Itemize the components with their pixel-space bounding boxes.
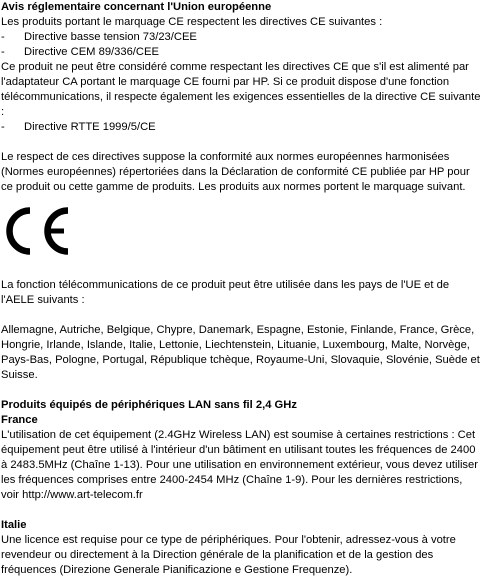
directive-low-voltage: Directive basse tension 73/23/CEE	[24, 31, 197, 43]
conformity-paragraph: Ce produit ne peut être considéré comme respectant les directives CE que s'il est alimenté par l'adaptateur CA portant le marquage CE fourni par HP. Si ce produit dispose d'une fonction télécommunications, il respecte également les exigences essentielles de la directive CE suivante :	[1, 61, 481, 118]
countries-list: Allemagne, Autriche, Belgique, Chypre, Danemark, Espagne, Estonie, Finlande, France, Grèce, Hongrie, Irlande, Islande, Italie, Lettonie, Liechtenstein, Lituanie, Luxembourg, Malte, Norvège, Pays-Bas, Pologne, Portugal, République tchèque, Royaume-Uni, Slovaquie, Slovénie, Suède et Suisse.	[1, 324, 480, 381]
harmonized-standards-paragraph: Le respect de ces directives suppose la conformité aux normes européennes harmonisées (Normes européennes) répertoriées dans la Déclaration de conformité CE publiée par HP pour ce produit ou cette gamme de produits. Les produits aux normes portent le marquage suivant.	[1, 151, 470, 193]
spacer	[1, 135, 482, 150]
directive-item	[1, 30, 482, 45]
spacer	[1, 503, 482, 518]
wireless-lan-heading: Produits équipés de périphériques LAN sans fil 2,4 GHz	[1, 399, 297, 411]
spacer	[1, 308, 482, 323]
ce-mark-icon	[6, 205, 72, 257]
directive-item	[1, 120, 482, 135]
italy-license-paragraph: Une licence est requise pour ce type de périphériques. Pour l'obtenir, adressez-vous à votre revendeur ou directement à la Direction générale de la planification et de la gestion des fréquences (Direzione Generale Pianificazione e Gestione Frequenze).	[1, 534, 456, 576]
telecom-countries-intro: La fonction télécommunications de ce produit peut être utilisée dans les pays de l'UE et de l'AELE suivants :	[1, 279, 450, 306]
directive-item	[1, 45, 482, 60]
directive-rtte: Directive RTTE 1999/5/CE	[24, 121, 156, 133]
france-heading: France	[1, 414, 38, 426]
list-dash: -	[1, 31, 5, 43]
italy-heading: Italie	[1, 519, 27, 531]
france-restrictions-paragraph: L'utilisation de cet équipement (2.4GHz Wireless LAN) est soumise à certaines restrictions : Cet équipement peut être utilisé à l'intérieur d'un bâtiment en utilisant toutes les fréquences de 2400 à 2483.5MHz (Chaîne 1-13). Pour une utilisation en environnement extérieur, vous devez utiliser les fréquences comprises entre 2400-2454 MHz (Chaîne 1-9). Pour les dernières restrictions, voir http://www.art-telecom.fr	[1, 429, 478, 501]
notice-title: Avis réglementaire concernant l'Union européenne	[1, 1, 272, 13]
directive-emc: Directive CEM 89/336/CEE	[24, 46, 159, 58]
list-dash: -	[1, 46, 5, 58]
ce-directives-intro: Les produits portant le marquage CE respectent les directives CE suivantes :	[1, 16, 383, 28]
ce-logo-area	[1, 195, 482, 278]
spacer	[1, 383, 482, 398]
list-dash: -	[1, 121, 5, 133]
